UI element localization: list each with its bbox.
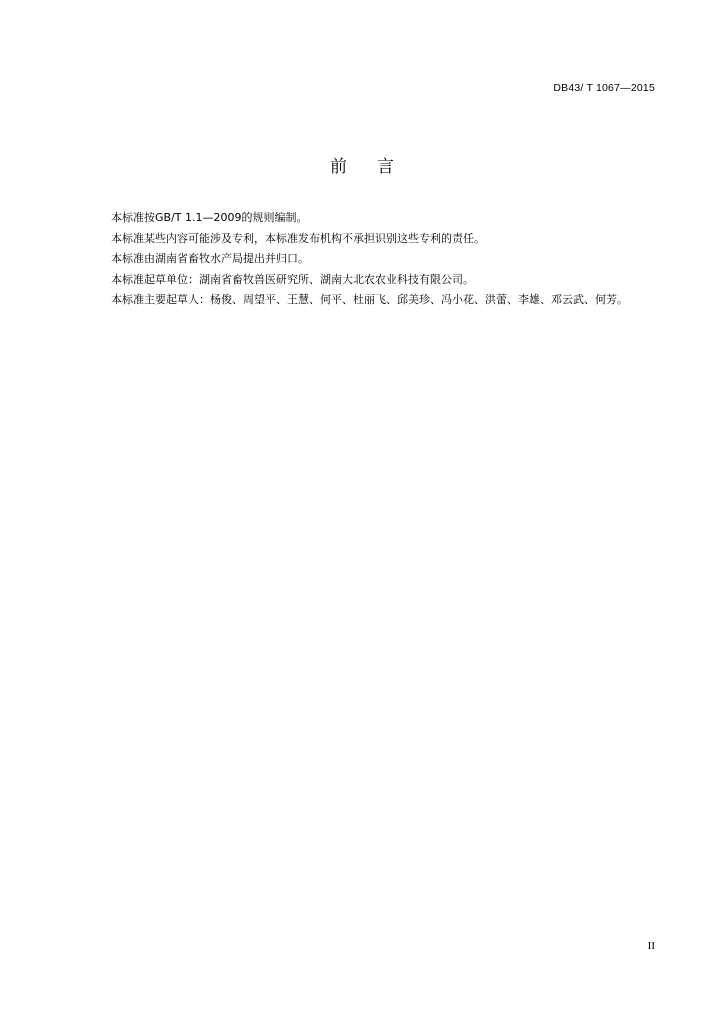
foreword-body [89, 208, 657, 311]
document-code: DB43/ T 1067—2015 [553, 82, 655, 94]
page-number: II [647, 940, 655, 952]
paragraph-proposer: 本标准由湖南省畜牧水产局提出并归口。 [111, 252, 309, 265]
paragraph-drafters: 本标准主要起草人：杨俊、周望平、王慧、何平、杜丽飞、邱美珍、冯小花、洪蕾、李雄、邓云武、何芳。 [111, 293, 628, 306]
paragraph-patent-notice: 本标准某些内容可能涉及专利，本标准发布机构不承担识别这些专利的责任。 [111, 231, 485, 245]
paragraph-drafting-rules: 本标准按GB/T 1.1—2009的规则编制。 [111, 211, 308, 224]
page-title: 前言 [330, 157, 424, 177]
paragraph-drafting-units: 本标准起草单位：湖南省畜牧兽医研究所、湖南大北农农业科技有限公司。 [111, 272, 474, 286]
